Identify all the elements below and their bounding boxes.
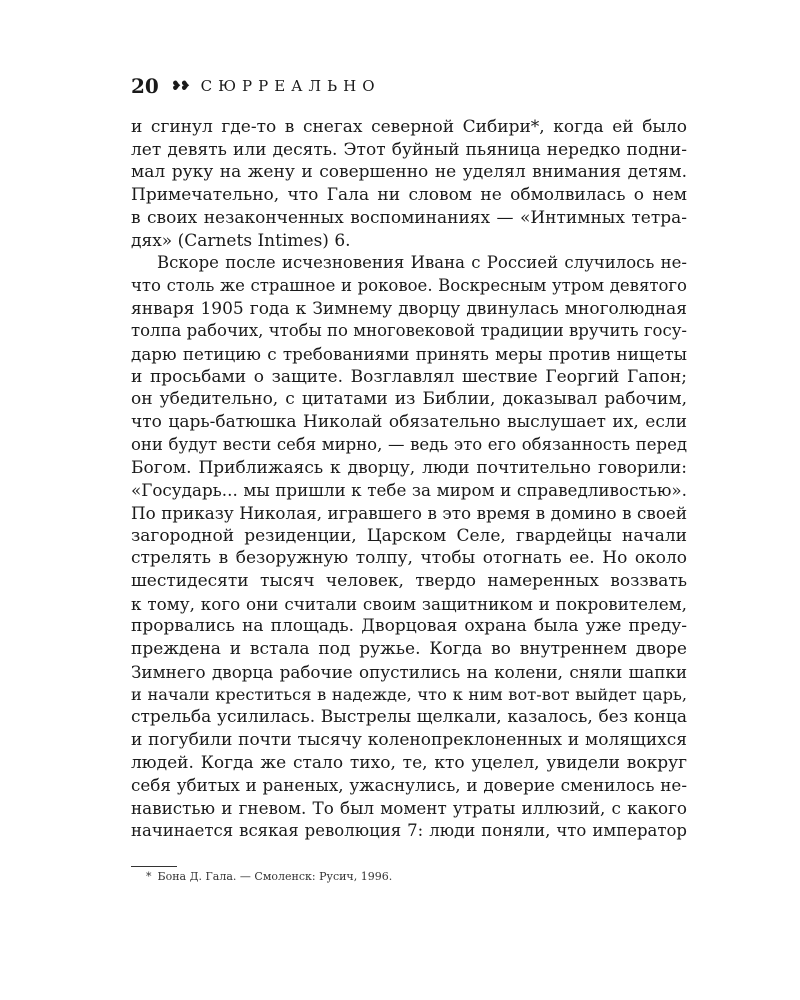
text-line: навистью и гневом. То был момент утраты иллюзий, с какого: [131, 798, 687, 819]
text-line: он убедительно, с цитатами из Библии, доказывал рабочим,: [131, 389, 687, 410]
text-line: что столь же страшное и роковое. Воскресным утром девятого: [131, 275, 687, 295]
text-line: Богом. Приближаясь к дворцу, люди почтительно говорили:: [131, 457, 687, 478]
text-line: дарю петицию с требованиями принять меры против нищеты: [131, 344, 687, 365]
footnote: [146, 870, 392, 883]
running-title: СЮРРЕАЛЬНО: [200, 77, 381, 95]
text-line: мал руку на жену и совершенно не уделял внимания детям.: [131, 162, 687, 183]
text-line: загородной резиденции, Царском Селе, гвардейцы начали: [131, 525, 687, 546]
text-line: Примечательно, что Гала ни словом не обмолвилась о нем: [131, 185, 687, 206]
footnote-text: Бона Д. Гала. — Смоленск: Русич, 1996.: [157, 870, 393, 883]
text-line: в своих незаконченных воспоминаниях — «Интимных тетра-: [131, 207, 687, 228]
footnote-divider: [131, 866, 177, 867]
text-line: себя убитых и раненых, ужаснулись, и доверие сменилось не-: [131, 775, 687, 796]
text-line: шестидесяти тысяч человек, твердо намеренных воззвать: [131, 571, 687, 592]
text-line: стрелять в безоружную толпу, чтобы отогнать ее. Но около: [131, 548, 687, 569]
text-line: дях» (Carnets Intimes) 6.: [131, 230, 351, 251]
text-line: и сгинул где-то в снегах северной Сибири*, когда ей было: [131, 117, 687, 137]
text-line: Вскоре после исчезновения Ивана с Россией случилось не-: [157, 253, 687, 273]
text-line: стрельба усилилась. Выстрелы щелкали, казалось, без конца: [131, 707, 687, 728]
running-header: [131, 74, 381, 98]
text-line: и просьбами о защите. Возглавлял шествие Георгий Гапон;: [131, 366, 687, 387]
text-line: начинается всякая революция 7: люди поняли, что император: [131, 820, 687, 840]
text-line: и начали креститься в надежде, что к ним вот-вот выйдет царь,: [131, 684, 687, 704]
text-line: Зимнего дворца рабочие опустились на колени, сняли шапки: [131, 661, 687, 682]
text-line: преждена и встала под ружье. Когда во внутреннем дворе: [131, 639, 687, 660]
text-line: «Государь... мы пришли к тебе за миром и справедливостью».: [131, 480, 687, 501]
body-text: [131, 116, 687, 843]
text-line: и погубили почти тысячу коленопреклоненных и молящихся: [131, 729, 687, 750]
ornament-icon: ❥❥: [170, 78, 189, 94]
text-line: толпа рабочих, чтобы по многовековой традиции вручить госу-: [131, 321, 687, 341]
text-line: к тому, кого они считали своим защитником и покровителем,: [131, 593, 687, 614]
text-line: января 1905 года к Зимнему дворцу двинулась многолюдная: [131, 298, 687, 319]
text-line: они будут вести себя мирно, — ведь это его обязанность перед: [131, 434, 687, 454]
text-line: что царь-батюшка Николай обязательно выслушает их, если: [131, 412, 687, 433]
page-number: 20: [131, 74, 159, 98]
text-line: По приказу Николая, игравшего в это время в домино в своей: [131, 502, 687, 523]
footnote-marker: *: [146, 870, 152, 883]
text-line: прорвались на площадь. Дворцовая охрана была уже преду-: [131, 616, 687, 637]
text-line: людей. Когда же стало тихо, те, кто уцелел, увидели вокруг: [131, 752, 687, 773]
text-line: лет девять или десять. Этот буйный пьяница нередко подни-: [131, 139, 687, 160]
